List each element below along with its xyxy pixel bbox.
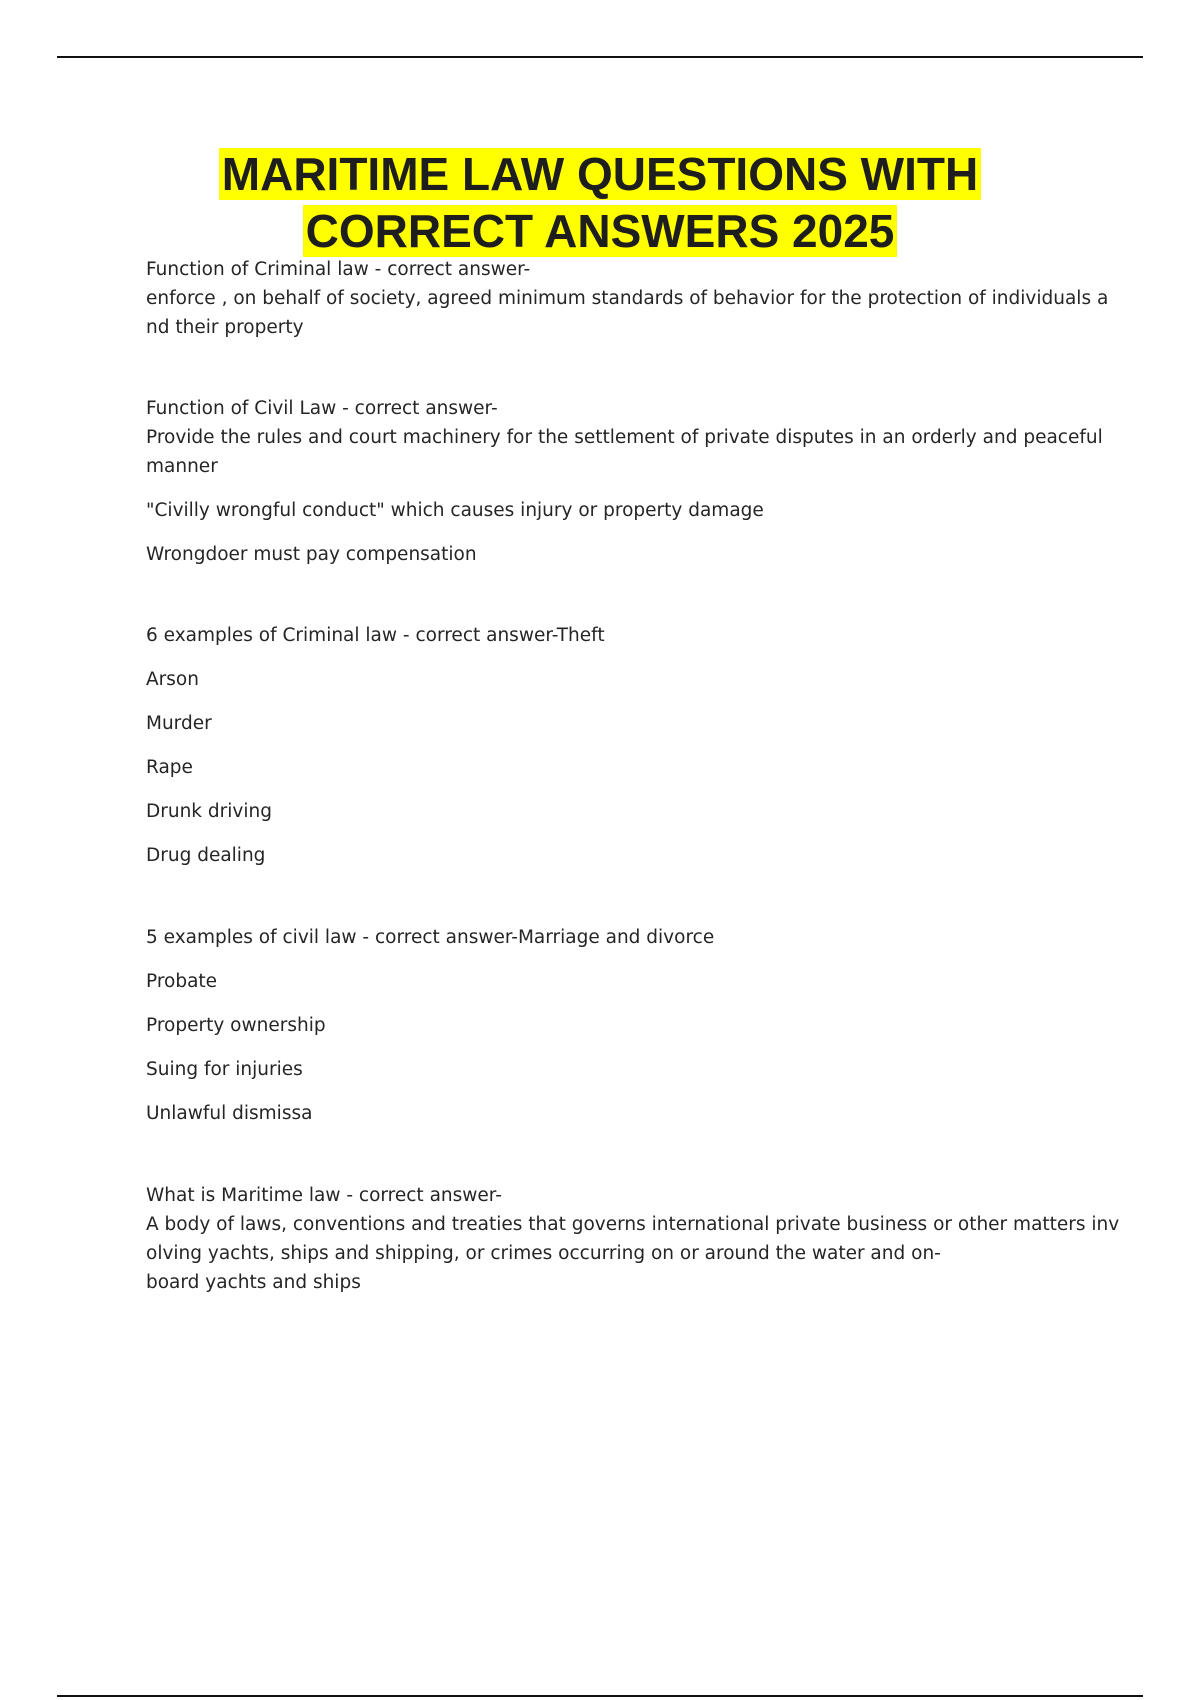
answer-paragraph: "Civilly wrongful conduct" which causes injury or property damage: [146, 500, 764, 521]
answer-paragraph: Drug dealing: [146, 845, 266, 866]
answer-paragraph: Suing for injuries: [146, 1059, 303, 1080]
qa-block-civil-law-function: [146, 394, 1103, 569]
answer-paragraph: Wrongdoer must pay compensation: [146, 544, 477, 565]
qa-block-maritime-law-definition: [146, 1181, 1120, 1297]
answer-paragraph: Drunk driving: [146, 801, 272, 822]
answer-line: A body of laws, conventions and treaties that governs international private business or other matters inv: [146, 1214, 1120, 1235]
question-line: 6 examples of Criminal law - correct answer-Theft: [146, 625, 605, 646]
document-title: [0, 146, 1200, 260]
answer-paragraph: Rape: [146, 757, 193, 778]
answer-paragraph: Unlawful dismissa: [146, 1103, 313, 1124]
document-body: [146, 255, 1120, 1297]
answer-paragraph: Arson: [146, 669, 199, 690]
answer-paragraph: Probate: [146, 971, 218, 992]
answer-paragraph: Property ownership: [146, 1015, 326, 1036]
title-line-1: MARITIME LAW QUESTIONS WITH: [219, 148, 981, 200]
answer-line: enforce , on behalf of society, agreed minimum standards of behavior for the protection of individuals a: [146, 288, 1109, 309]
answer-line: board yachts and ships: [146, 1272, 361, 1293]
qa-block-civil-law-examples: [146, 923, 1096, 1128]
answer-paragraph: Murder: [146, 713, 212, 734]
answer-line: olving yachts, ships and shipping, or crimes occurring on or around the water and on-: [146, 1243, 941, 1264]
qa-block-criminal-law-function: [146, 255, 1109, 342]
qa-block-criminal-law-examples: [146, 621, 1096, 870]
answer-line: nd their property: [146, 317, 304, 338]
answer-line: manner: [146, 456, 218, 477]
answer-line: Provide the rules and court machinery for the settlement of private disputes in an orderly and peaceful: [146, 427, 1103, 448]
question-line: What is Maritime law - correct answer-: [146, 1185, 502, 1206]
question-line: Function of Civil Law - correct answer-: [146, 398, 498, 419]
question-line: 5 examples of civil law - correct answer-Marriage and divorce: [146, 927, 715, 948]
title-line-2: CORRECT ANSWERS 2025: [303, 205, 898, 257]
footer-rule: [57, 1695, 1143, 1697]
question-line: Function of Criminal law - correct answer-: [146, 259, 531, 280]
header-rule: [57, 56, 1143, 58]
